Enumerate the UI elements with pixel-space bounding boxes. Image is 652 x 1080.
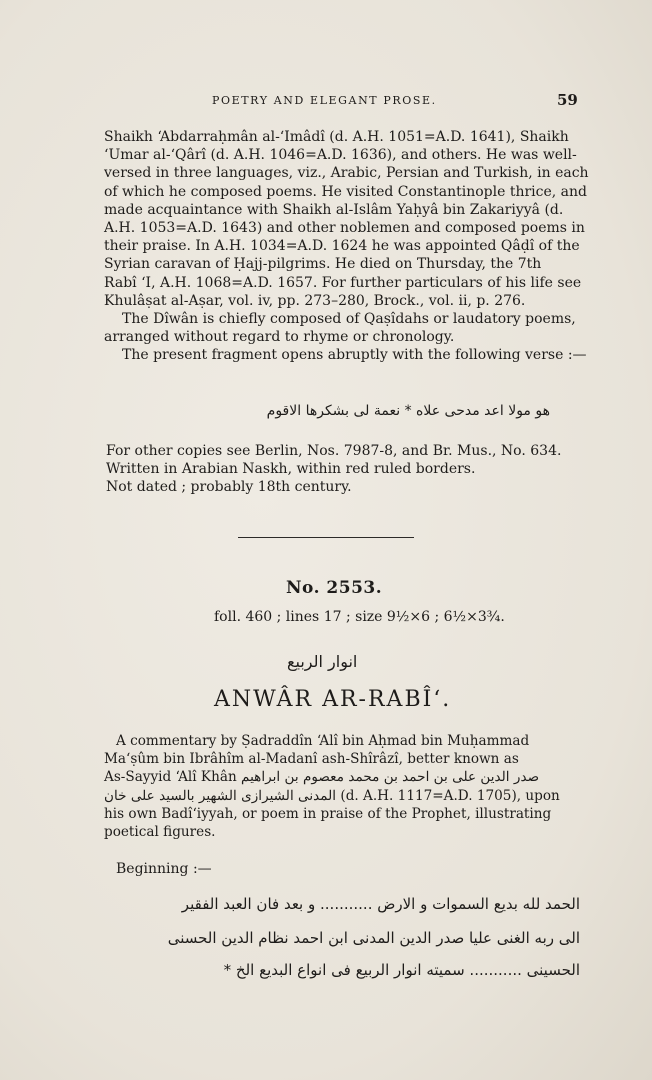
text-line: Khulâṣat al-Aṣar, vol. iv, pp. 273–280, Brock., vol. ii, p. 276. (104, 292, 526, 309)
arabic-beginning-line: الحسينى ........... سميته انوار الربيع فى انواع البديع الخ * (223, 961, 580, 979)
text-line: As-Sayyid ‘Alî Khân صدر الدين على بن احمد بن محمد معصوم بن ابراهيم (104, 769, 540, 786)
arabic-verse: هو مولا اعد مدحى علاه * نعمة لى بشكرها الاقوم (266, 403, 550, 419)
collation: foll. 460 ; lines 17 ; size 9½×6 ; 6½×3¾. (214, 609, 505, 625)
entry-number: No. 2553. (286, 578, 383, 598)
text-line: Written in Arabian Naskh, within red ruled borders. (106, 461, 476, 478)
fragment-paragraph (104, 346, 587, 364)
text-line: The Dîwân is chiefly composed of Qaṣîdahs or laudatory poems, (122, 311, 576, 327)
text-line: المدنى الشيرازى الشهير بالسيد على خان (d. A.H. 1117=A.D. 1705), upon (104, 787, 560, 804)
text-line: versed in three languages, viz., Arabic, Persian and Turkish, in each (104, 165, 589, 182)
text-line: Not dated ; probably 18th century. (106, 479, 352, 496)
text-line: made acquaintance with Shaikh al-Islâm Yaḥyâ bin Zakariyyâ (d. (104, 201, 564, 218)
beginning-label: Beginning :— (116, 861, 212, 877)
copies-paragraph (104, 442, 580, 497)
text-line: arranged without regard to rhyme or chronology. (104, 329, 455, 346)
work-title: ANWÂR AR-RABÎ‘. (214, 687, 452, 712)
text-line: The present fragment opens abruptly with the following verse :— (122, 347, 587, 363)
text-line: Syrian caravan of Ḥajj-pilgrims. He died on Thursday, the 7th (104, 256, 542, 273)
text-line: A.H. 1053=A.D. 1643) and other noblemen and composed poems in (104, 219, 585, 236)
arabic-beginning-line: الحمد لله بديع السموات و الارض ........... و بعد فان العبد الفقير (181, 895, 580, 913)
text-line: Rabî ‘I, A.H. 1068=A.D. 1657. For further particulars of his life see (104, 274, 582, 291)
commentary-paragraph (104, 732, 580, 841)
text-line: Ma‘ṣûm bin Ibrâhîm al-Madanî ash-Shîrâzî, better known as (104, 751, 519, 768)
text-line: of which he composed poems. He visited Constantinople thrice, and (104, 183, 587, 200)
arabic-title: انوار الربيع (287, 652, 358, 671)
text-line: ‘Umar al-‘Qârî (d. A.H. 1046=A.D. 1636), and others. He was well- (104, 147, 577, 164)
diwan-paragraph (104, 310, 580, 346)
text-line: A commentary by Ṣadraddîn ‘Alî bin Aḥmad bin Muḥammad (116, 733, 530, 749)
arabic-beginning-line: الى ربه الغنى عليا صدر الدين المدنى ابن احمد نظام الدين الحسنى (167, 929, 580, 947)
section-divider (238, 537, 414, 538)
text-line: For other copies see Berlin, Nos. 7987-8, and Br. Mus., No. 634. (106, 443, 562, 459)
text-line: his own Badî‘iyyah, or poem in praise of the Prophet, illustrating (104, 805, 552, 822)
running-header: POETRY AND ELEGANT PROSE. (212, 94, 437, 107)
text-line: Shaikh ‘Abdarraḥmân al-‘Imâdî (d. A.H. 1051=A.D. 1641), Shaikh (104, 129, 569, 145)
text-line: poetical figures. (104, 823, 216, 840)
biography-paragraph (104, 128, 589, 310)
text-line: their praise. In A.H. 1034=A.D. 1624 he was appointed Qâḍî of the (104, 238, 580, 255)
page-number: 59 (557, 91, 578, 109)
